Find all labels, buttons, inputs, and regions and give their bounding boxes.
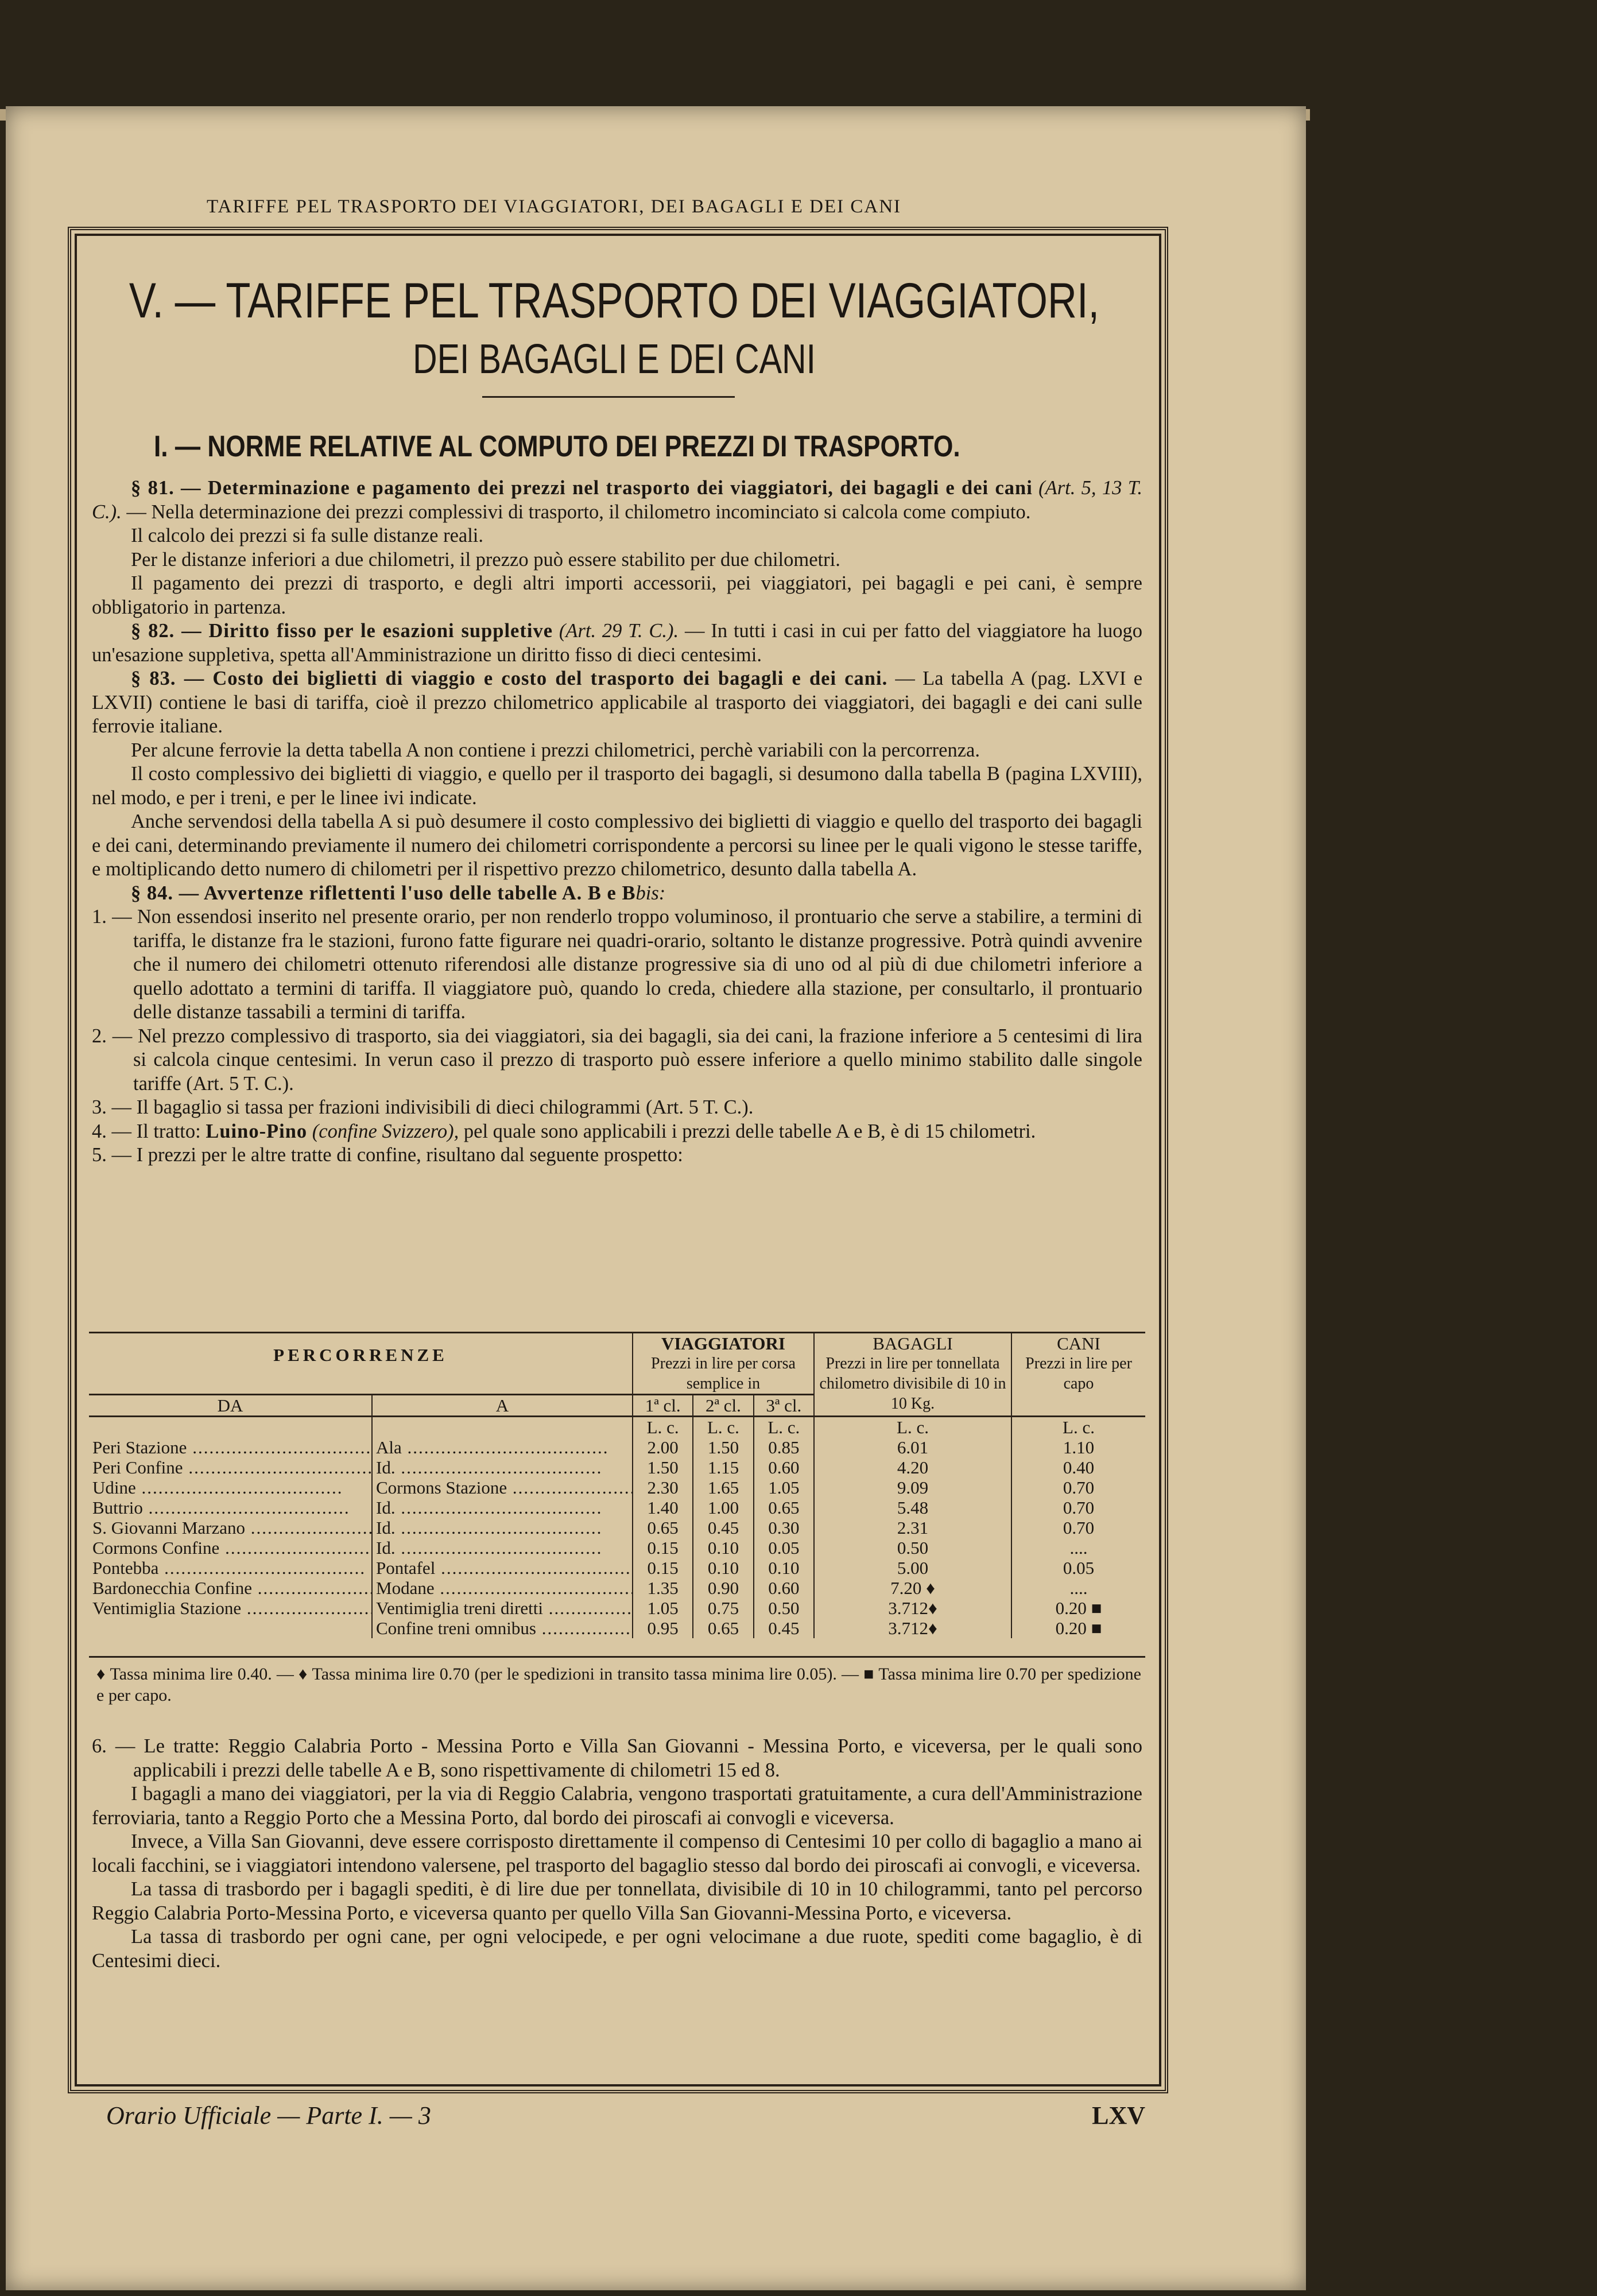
cell-da: S. Giovanni Marzano ..... — [89, 1518, 372, 1538]
item-4 — [92, 1120, 1142, 1144]
cell-cl3: 0.45 — [754, 1618, 814, 1638]
item4-c: (confine Svizzero), — [312, 1120, 459, 1142]
item-2: 2. — Nel prezzo complessivo di trasporto, sia dei viaggiatori, sia dei bagagli, sia dei cani, la frazione inferiore a 5 centesimi di lira si calcola cinque centesimi. In verun caso il prezzo di trasporto può essere inferiore a quello minimo stabilito dalle singole tariffe (Art. 5 T. C.). — [92, 1025, 1142, 1095]
unit-row — [89, 1417, 1145, 1438]
cell-cl3: 0.30 — [754, 1518, 814, 1538]
title-rule — [482, 396, 735, 398]
p83-b: Per alcune ferrovie la detta tabella A non contiene i prezzi chilometrici, perchè variabili con la percorrenza. — [131, 739, 980, 761]
page-number: LXV — [1092, 2101, 1145, 2130]
paragraph-82 — [92, 619, 1142, 667]
unit-c1: L. c. — [633, 1417, 693, 1438]
cell-cani: 0.40 — [1011, 1457, 1145, 1477]
unit-c3: L. c. — [754, 1417, 814, 1438]
section-title: I. — NORME RELATIVE AL COMPUTO DEI PREZZI DI TRASPORTO. — [154, 430, 960, 463]
cell-cl1: 0.65 — [633, 1518, 693, 1538]
cell-a: Confine treni omnibus ..... — [372, 1618, 633, 1638]
table-row — [89, 1437, 1145, 1457]
cell-a: Id. ..... — [372, 1518, 633, 1538]
p81-d: Il pagamento dei prezzi di trasporto, e degli altri importi accessorii, pei viaggiatori, pei bagagli e pei cani, è sempre obbligatorio in partenza. — [92, 572, 1142, 618]
cell-cl2: 0.10 — [693, 1558, 753, 1578]
cell-a: Id. ..... — [372, 1498, 633, 1518]
cell-bagagli: 3.712♦ — [814, 1598, 1011, 1618]
cell-bagagli: 4.20 — [814, 1457, 1011, 1477]
cell-bagagli: 3.712♦ — [814, 1618, 1011, 1638]
h-cani-sub: Prezzi in lire per capo — [1025, 1355, 1132, 1393]
running-head: TARIFFE PEL TRASPORTO DEI VIAGGIATORI, DEI BAGAGLI E DEI CANI — [207, 196, 902, 217]
cell-da — [89, 1618, 372, 1638]
p82-heading: § 82. — Diritto fisso per le esazioni suppletive — [131, 620, 553, 642]
unit-bag: L. c. — [814, 1417, 1011, 1438]
item-3: 3. — Il bagaglio si tassa per frazioni indivisibili di dieci chilogrammi (Art. 5 T. C.). — [92, 1096, 754, 1118]
cell-a: Pontafel ..... — [372, 1558, 633, 1578]
cell-cl2: 0.75 — [693, 1598, 753, 1618]
cell-da: Buttrio ..... — [89, 1498, 372, 1518]
cell-a: Cormons Stazione ..... — [372, 1477, 633, 1498]
cell-bagagli: 9.09 — [814, 1477, 1011, 1498]
cell-bagagli: 7.20 ♦ — [814, 1578, 1011, 1598]
item-6: 6. — Le tratte: Reggio Calabria Porto - Messina Porto e Villa San Giovanni - Messina Porto, e viceversa, per le quali sono applicabili i prezzi delle tabelle A e B, sono rispettivamente di chilometri 15 ed 8. — [92, 1735, 1142, 1781]
cell-a: Ala ..... — [372, 1437, 633, 1457]
h-bagagli-sub: Prezzi in lire per tonnellata chilometro divisibile di 10 in 10 Kg. — [819, 1355, 1006, 1413]
p6-b: I bagagli a mano dei viaggiatori, per la via di Reggio Calabria, vengono trasportati gratuitamente, a cura dell'Amministrazione ferroviaria, tanto a Reggio Porto che a Messina Porto, dal bordo dei piroscafi ai convogli e viceversa. — [92, 1783, 1142, 1829]
cell-cl1: 0.15 — [633, 1558, 693, 1578]
cell-cl2: 1.15 — [693, 1457, 753, 1477]
p81-ref: (Art. 5, 13 T. C.). — [92, 477, 1142, 523]
chapter-title-line2: DEI BAGAGLI E DEI CANI — [412, 336, 816, 382]
h-cl2: 2ª cl. — [693, 1395, 753, 1417]
p81-heading: § 81. — Determinazione e pagamento dei prezzi nel trasporto dei viaggiatori, dei bagagli e dei cani — [131, 477, 1033, 499]
p84-heading: § 84. — Avvertenze riflettenti l'uso delle tabelle A. B e B — [131, 882, 636, 904]
cell-cl1: 0.95 — [633, 1618, 693, 1638]
paragraph-81 — [92, 476, 1142, 524]
cell-da: Udine ..... — [89, 1477, 372, 1498]
h-cani — [1011, 1333, 1145, 1417]
cell-cl1: 1.35 — [633, 1578, 693, 1598]
p81-b: Il calcolo dei prezzi si fa sulle distanze reali. — [131, 525, 484, 546]
p83-c: Il costo complessivo dei biglietti di viaggio, e quello per il trasporto dei bagagli, si desumono dalla tabella B (pagina LXVIII), nel modo, e per i treni, e per le linee ivi indicate. — [92, 763, 1142, 809]
cell-cani: 0.70 — [1011, 1477, 1145, 1498]
cell-cani: 0.20 ■ — [1011, 1598, 1145, 1618]
cell-cl3: 0.85 — [754, 1437, 814, 1457]
item4-a: 4. — Il tratto: — [92, 1120, 201, 1142]
cell-cl1: 2.30 — [633, 1477, 693, 1498]
p82-text: — In tutti i casi in cui per fatto del viaggiatore ha luogo un'esazione suppletiva, spetta all'Amministrazione un diritto fisso di dieci centesimi. — [92, 620, 1143, 666]
cell-a: Ventimiglia treni diretti ..... — [372, 1598, 633, 1618]
cell-cl2: 1.50 — [693, 1437, 753, 1457]
cell-a: Id. ..... — [372, 1538, 633, 1558]
cell-da: Peri Confine ..... — [89, 1457, 372, 1477]
cell-da: Pontebba ..... — [89, 1558, 372, 1578]
p83-d: Anche servendosi della tabella A si può desumere il costo complessivo dei biglietti di viaggio e quello del trasporto dei bagagli e dei cani, determinando previamente il numero dei chilometri corrispondente a percorsi su linee per le quali vigono le stesse tariffe, e moltiplicando detto numero di chilometri per il rispettivo prezzo chilometrico, desunto dalla tabella A. — [92, 810, 1142, 880]
cell-bagagli: 2.31 — [814, 1518, 1011, 1538]
cell-cl2: 1.65 — [693, 1477, 753, 1498]
cell-bagagli: 0.50 — [814, 1538, 1011, 1558]
item4-b: Luino-Pino — [206, 1120, 308, 1142]
item-5: 5. — I prezzi per le altre tratte di confine, risultano dal seguente prospetto: — [92, 1144, 683, 1166]
cell-cani: 1.10 — [1011, 1437, 1145, 1457]
cell-cl3: 1.05 — [754, 1477, 814, 1498]
cell-a: Id. ..... — [372, 1457, 633, 1477]
p6-e: La tassa di trasbordo per ogni cane, per ogni velocipede, e per ogni velocimane a due ruote, spediti come bagaglio, è di Centesimi dieci. — [92, 1926, 1142, 1972]
p81-c: Per le distanze inferiori a due chilometri, il prezzo può essere stabilito per due chilometri. — [131, 548, 840, 571]
h-viagg-title: VIAGGIATORI — [661, 1333, 785, 1353]
paragraph-83 — [92, 667, 1142, 739]
h-percorrenze: PERCORRENZE — [273, 1345, 448, 1365]
cell-cl1: 0.15 — [633, 1538, 693, 1558]
cell-cl3: 0.50 — [754, 1598, 814, 1618]
h-da: DA — [217, 1395, 243, 1415]
table-row — [89, 1598, 1145, 1618]
table-header-row — [89, 1333, 1145, 1395]
cell-da: Bardonecchia Confine ..... — [89, 1578, 372, 1598]
cell-cl1: 1.40 — [633, 1498, 693, 1518]
page-footer — [106, 2101, 1145, 2130]
cell-cani: .... — [1011, 1538, 1145, 1558]
cell-cani: 0.05 — [1011, 1558, 1145, 1578]
h-a: A — [372, 1395, 633, 1417]
h-bagagli — [814, 1333, 1011, 1417]
table-row — [89, 1618, 1145, 1638]
cell-a: Modane ..... — [372, 1578, 633, 1598]
p6-c: Invece, a Villa San Giovanni, deve essere corrisposto direttamente il compenso di Centesimi 10 per collo di bagaglio a mano ai locali facchini, se i viaggiatori intendono valersene, pel trasporto del bagaglio stesso dal bordo dei piroscafi ai convogli, e viceversa. — [92, 1830, 1142, 1876]
cell-bagagli: 5.00 — [814, 1558, 1011, 1578]
h-cl1: 1ª cl. — [633, 1395, 693, 1417]
h-bagagli-title: BAGAGLI — [873, 1333, 953, 1353]
p84-bis: bis: — [635, 882, 666, 904]
cell-cl2: 0.65 — [693, 1618, 753, 1638]
cell-cani: .... — [1011, 1578, 1145, 1598]
cell-cl2: 0.10 — [693, 1538, 753, 1558]
chapter-title-line1: V. — TARIFFE PEL TRASPORTO DEI VIAGGIATORI, — [129, 273, 1100, 328]
p83-heading: § 83. — Costo dei biglietti di viaggio e costo del trasporto dei bagagli e dei cani. — [131, 668, 888, 689]
item4-d: pel quale sono applicabili i prezzi delle tabelle A e B, è di 15 chilometri. — [463, 1120, 1036, 1142]
table-row — [89, 1558, 1145, 1578]
cell-cl1: 2.00 — [633, 1437, 693, 1457]
cell-cani: 0.70 — [1011, 1498, 1145, 1518]
cell-cl3: 0.60 — [754, 1457, 814, 1477]
cell-cl1: 1.05 — [633, 1598, 693, 1618]
cell-cani: 0.20 ■ — [1011, 1618, 1145, 1638]
h-viaggiatori — [633, 1333, 814, 1395]
table-bottom-rule — [89, 1656, 1145, 1658]
p81-text: — Nella determinazione dei prezzi complessivi di trasporto, il chilometro incominciato si calcola come compiuto. — [126, 501, 1031, 523]
h-cl3: 3ª cl. — [754, 1395, 814, 1417]
table-row — [89, 1518, 1145, 1538]
border-prices-table — [89, 1332, 1145, 1638]
table-body — [89, 1417, 1145, 1639]
p83-text: — La tabella A (pag. LXVI e LXVII) contiene le basi di tariffa, cioè il prezzo chilometrico applicabile al trasporto dei viaggiatori, dei bagagli e dei cani sulle ferrovie italiane. — [92, 668, 1143, 737]
cell-cani: 0.70 — [1011, 1518, 1145, 1538]
h-viagg-sub: Prezzi in lire per corsa semplice in — [651, 1355, 796, 1393]
cell-cl2: 0.90 — [693, 1578, 753, 1598]
p6-d: La tassa di trasbordo per i bagagli spediti, è di lire due per tonnellata, divisibile di 10 in 10 chilogrammi, tanto pel percorso Reggio Calabria Porto-Messina Porto, e viceversa quanto per quello Villa San Giovanni-Messina Porto, e viceversa. — [92, 1878, 1142, 1924]
h-cani-title: CANI — [1057, 1333, 1100, 1353]
cell-bagagli: 6.01 — [814, 1437, 1011, 1457]
main-text — [92, 476, 1142, 1168]
unit-cani: L. c. — [1011, 1417, 1145, 1438]
p82-ref: (Art. 29 T. C.). — [559, 620, 679, 642]
cell-cl3: 0.60 — [754, 1578, 814, 1598]
table-note: ♦ Tassa minima lire 0.40. — ♦ Tassa minima lire 0.70 (per le spedizioni in transito tassa minima lire 0.05). — ■ Tassa minima lire 0.70 per spedizione e per capo. — [96, 1665, 1141, 1705]
cell-da: Ventimiglia Stazione ..... — [89, 1598, 372, 1618]
main-text-2 — [92, 1735, 1142, 1973]
cell-cl2: 1.00 — [693, 1498, 753, 1518]
cell-cl1: 1.50 — [633, 1457, 693, 1477]
cell-da: Peri Stazione ..... — [89, 1437, 372, 1457]
cell-cl2: 0.45 — [693, 1518, 753, 1538]
cell-bagagli: 5.48 — [814, 1498, 1011, 1518]
cell-cl3: 0.65 — [754, 1498, 814, 1518]
cell-cl3: 0.10 — [754, 1558, 814, 1578]
item-1: 1. — Non essendosi inserito nel presente orario, per non renderlo troppo voluminoso, il prontuario che serve a stabilire, a termini di tariffa, le distanze fra le stazioni, furono fatte figurare nei quadri-orario, soltanto le distanze progressive. Potrà quindi avvenire che il numero dei chilometri ottenuto riferendosi alle distanze progressive sia di uno od al più di due chilometri inferiore a quello adottato a termini di tariffa. Il viaggiatore può, quando lo creda, chiedere alla stazione, per consultarlo, il prontuario delle distanze tassabili a termini di tariffa. — [92, 906, 1142, 1023]
cell-cl3: 0.05 — [754, 1538, 814, 1558]
cell-da: Cormons Confine ..... — [89, 1538, 372, 1558]
table-row — [89, 1578, 1145, 1598]
footer-left: Orario Ufficiale — Parte I. — 3 — [106, 2101, 431, 2130]
table-row — [89, 1498, 1145, 1518]
unit-c2: L. c. — [693, 1417, 753, 1438]
table-row — [89, 1457, 1145, 1477]
paragraph-84 — [92, 882, 1142, 906]
table-row — [89, 1538, 1145, 1558]
table-row — [89, 1477, 1145, 1498]
